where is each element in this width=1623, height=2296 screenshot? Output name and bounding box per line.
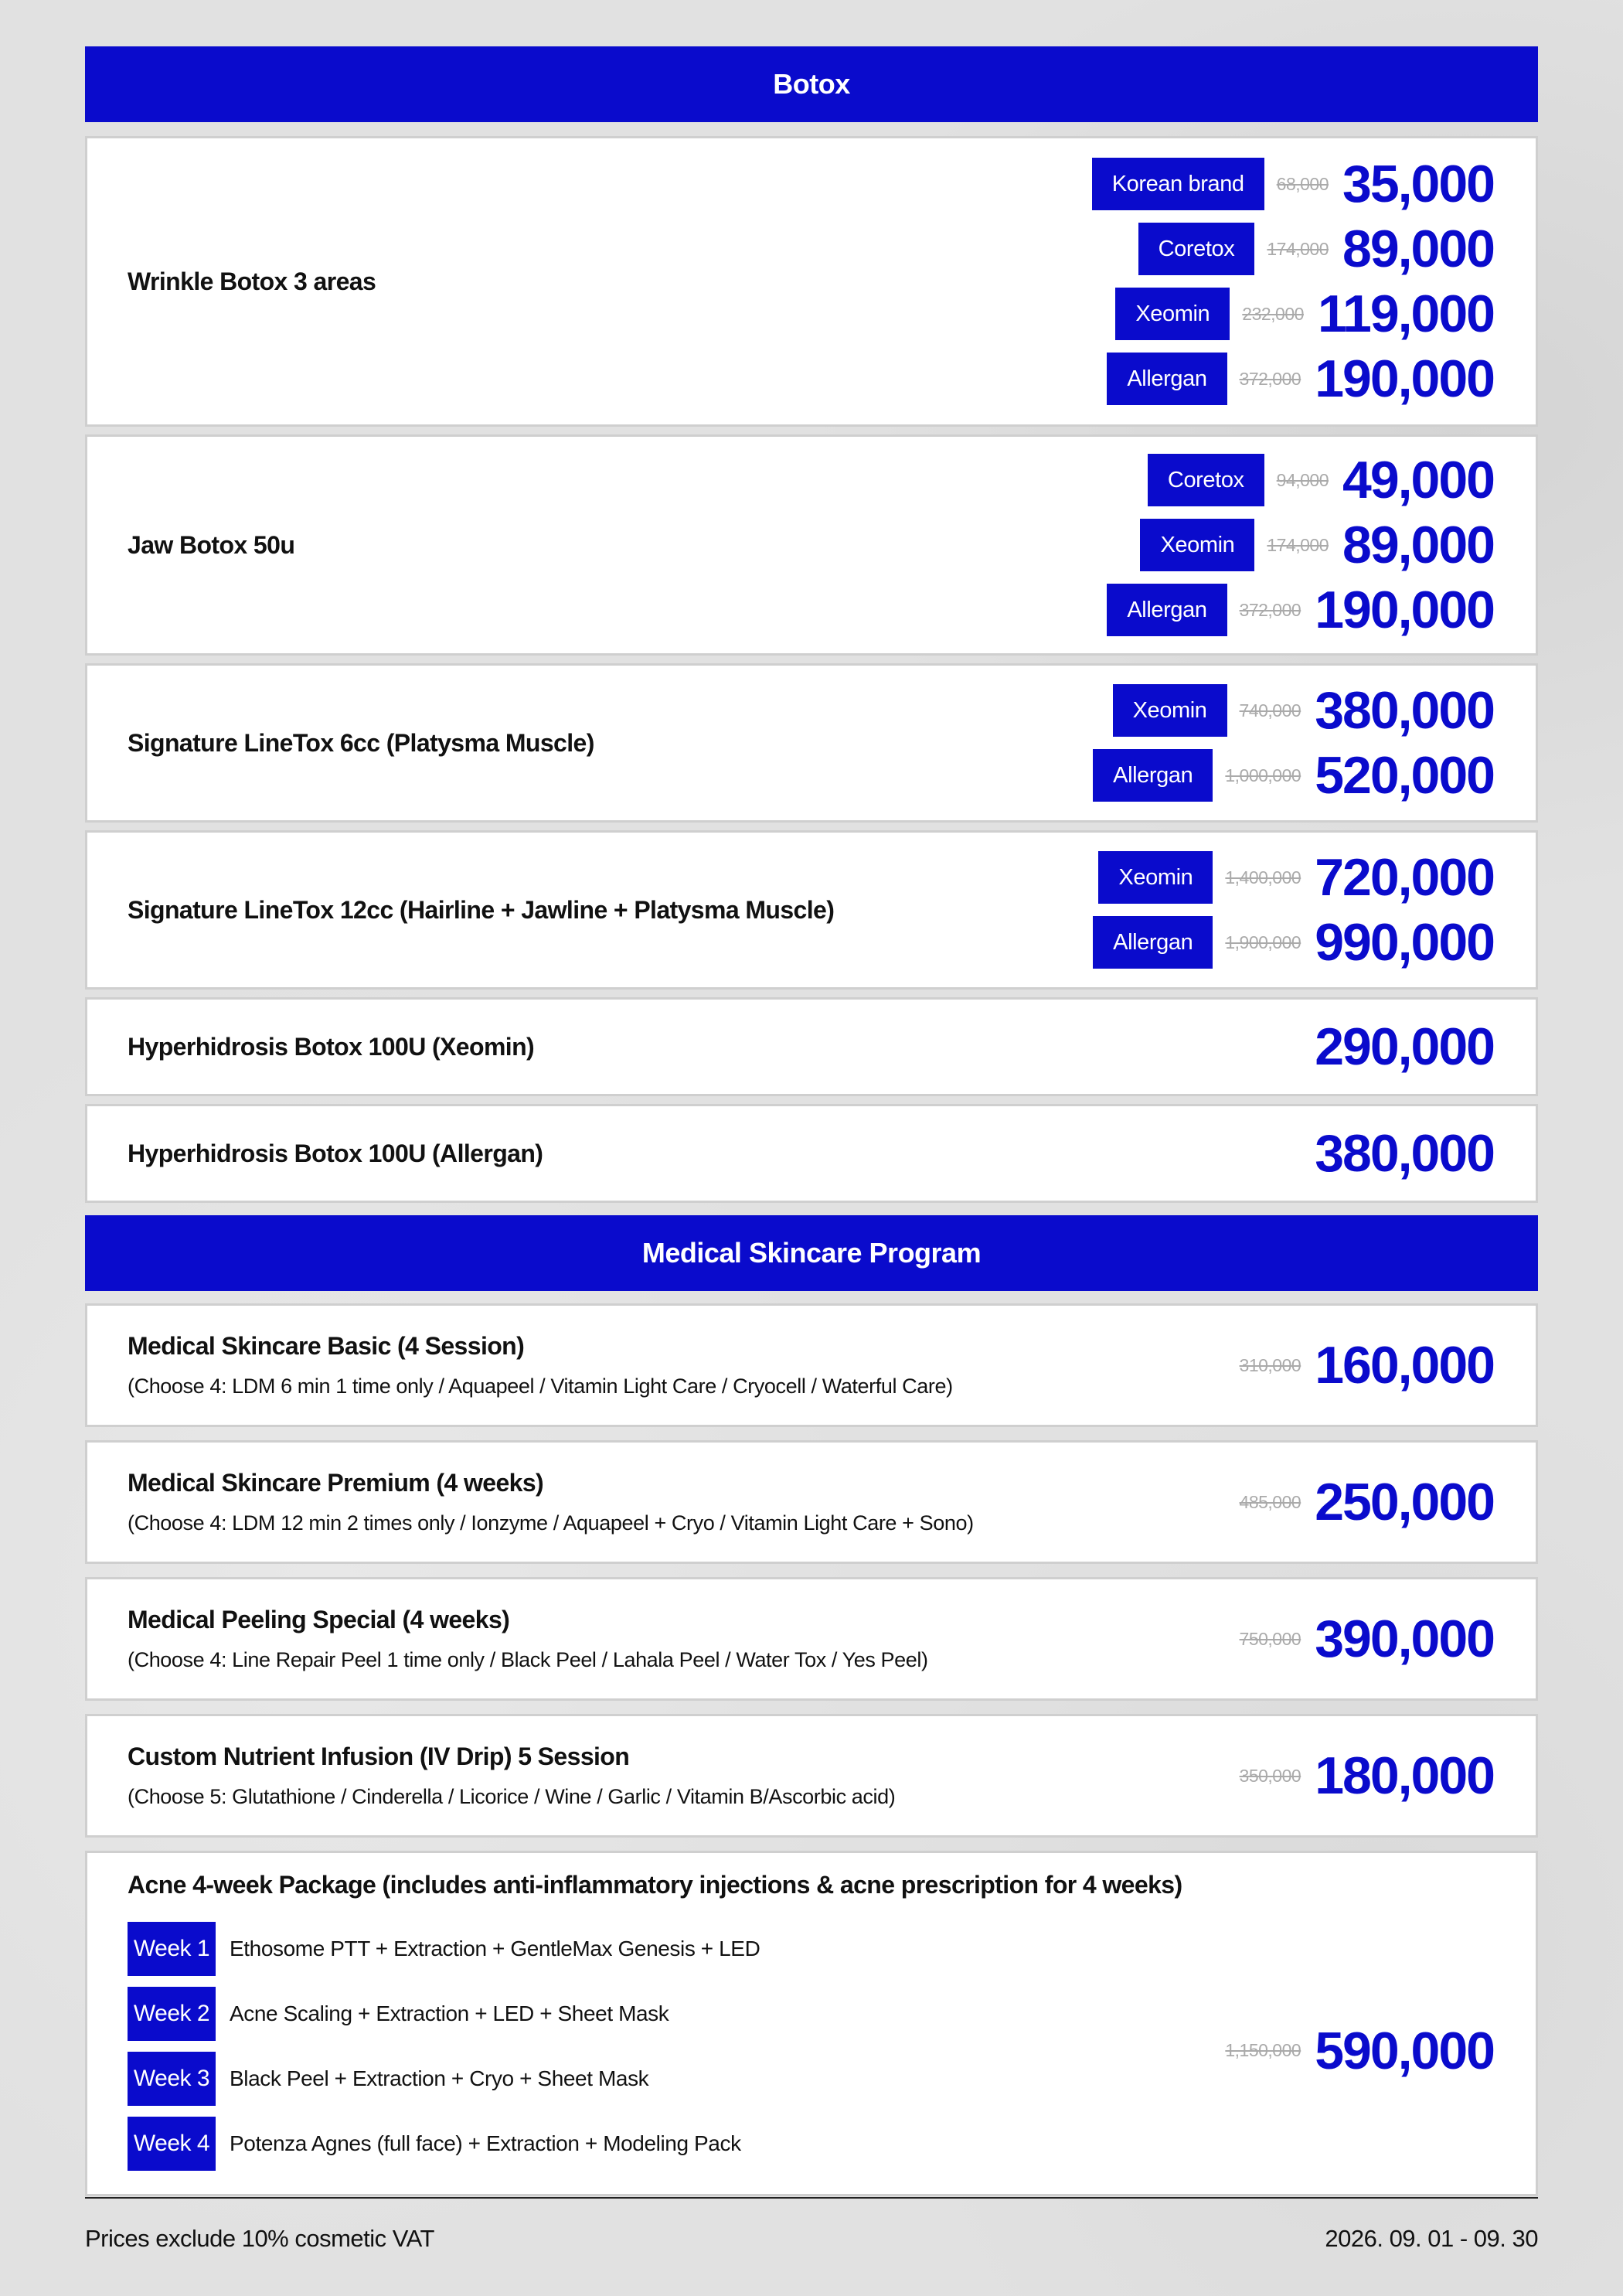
item-name: Medical Skincare Premium (4 weeks) [128,1469,544,1497]
original-price: 485,000 [1239,1491,1301,1512]
price-option [1240,1470,1494,1535]
sale-price: 990,000 [1315,913,1494,972]
price-option [1140,513,1494,577]
brand-badge: Xeomin [1140,519,1254,571]
original-price: 350,000 [1239,1765,1301,1786]
price-option [1240,1743,1494,1808]
item-acne-package [85,1851,1538,2196]
price-option [1138,216,1494,281]
item-description: (Choose 5: Glutathione / Cinderella / Licorice / Wine / Garlic / Vitamin B/Ascorbic acid) [128,1785,896,1808]
original-price: 232,000 [1242,303,1304,324]
item-description: (Choose 4: Line Repair Peel 1 time only / Black Peel / Lahala Peel / Water Tox / Yes Peel) [128,1648,928,1671]
item-name: Acne 4-week Package (includes anti-inflammatory injections & acne prescription for 4 weeks) [128,1871,1182,1899]
item-name: Signature LineTox 6cc (Platysma Muscle) [128,728,594,757]
price-option [1240,1333,1494,1398]
original-price: 750,000 [1239,1628,1301,1649]
week-badge: Week 4 [128,2117,216,2171]
item-peeling-special [85,1577,1538,1701]
brand-badge: Allergan [1107,584,1227,636]
price-options [1093,678,1494,808]
item-linetox-6cc [85,663,1538,823]
sale-price: 49,000 [1342,451,1494,509]
brand-badge: Allergan [1107,353,1227,405]
original-price: 740,000 [1239,700,1301,720]
item-info [128,1606,928,1672]
price-option [1092,152,1494,216]
price-option [1113,678,1494,743]
week-treatment: Black Peel + Extraction + Cryo + Sheet Mask [230,2066,649,2090]
item-name: Medical Skincare Basic (4 Session) [128,1332,525,1360]
item-hyperhidrosis-xeomin [85,997,1538,1096]
sale-price: 89,000 [1342,516,1494,574]
item-name: Jaw Botox 50u [128,530,295,559]
item-name: Custom Nutrient Infusion (IV Drip) 5 Session [128,1742,630,1770]
item-hyperhidrosis-allergan [85,1104,1538,1203]
item-name: Hyperhidrosis Botox 100U (Allergan) [128,1139,543,1167]
price-option [1093,743,1494,808]
sale-price: 380,000 [1315,681,1494,740]
brand-badge: Allergan [1093,749,1213,802]
item-info [128,1742,895,1809]
footer-divider [85,2197,1538,2199]
sale-price: 190,000 [1315,349,1494,408]
price-options [1092,152,1494,411]
sale-price: 89,000 [1342,220,1494,278]
item-info [128,1332,953,1398]
brand-badge: Korean brand [1092,158,1264,210]
price-list [85,46,1538,2196]
promotion-period: 2026. 09. 01 - 09. 30 [1325,2225,1538,2252]
original-price: 372,000 [1239,368,1301,389]
price-option [1093,910,1494,975]
item-skincare-basic [85,1303,1538,1427]
week-badge: Week 2 [128,1987,216,2041]
price-option [1225,2018,1494,2083]
sale-price: 380,000 [1315,1124,1494,1183]
skincare-header: Medical Skincare Program [85,1215,1538,1291]
week-treatment: Ethosome PTT + Extraction + GentleMax Genesis + LED [230,1937,760,1960]
sale-price: 119,000 [1317,284,1494,343]
original-price: 310,000 [1239,1354,1301,1375]
sale-price: 590,000 [1315,2021,1494,2080]
original-price: 1,000,000 [1225,765,1301,785]
brand-badge: Allergan [1093,916,1213,969]
price-options [1093,845,1494,975]
price-option [1240,1606,1494,1671]
botox-header: Botox [85,46,1538,122]
price-option [1115,281,1494,346]
item-linetox-12cc [85,830,1538,990]
original-price: 68,000 [1276,173,1329,194]
week-treatment: Potenza Agnes (full face) + Extraction + Modeling Pack [230,2131,741,2155]
price-options [1107,448,1494,642]
price-option [1098,845,1494,910]
sale-price: 520,000 [1315,746,1494,805]
item-jaw-botox [85,434,1538,656]
original-price: 1,150,000 [1225,2040,1301,2060]
week-row [128,1981,1182,2046]
item-info [128,1469,974,1535]
item-info [128,1871,1182,2176]
week-row [128,2111,1182,2176]
sale-price: 290,000 [1315,1017,1494,1076]
price-option [1107,577,1494,642]
original-price: 1,400,000 [1225,867,1301,887]
item-name: Signature LineTox 12cc (Hairline + Jawline + Platysma Muscle) [128,895,835,924]
week-treatment: Acne Scaling + Extraction + LED + Sheet Mask [230,2001,669,2025]
price-option [1107,346,1494,411]
sale-price: 160,000 [1315,1336,1494,1395]
week-badge: Week 3 [128,2052,216,2106]
item-description: (Choose 4: LDM 12 min 2 times only / Ionzyme / Aquapeel + Cryo / Vitamin Light Care + Sono) [128,1511,974,1535]
item-name: Hyperhidrosis Botox 100U (Xeomin) [128,1032,535,1061]
sale-price: 180,000 [1315,1746,1494,1805]
week-badge: Week 1 [128,1922,216,1976]
item-name: Medical Peeling Special (4 weeks) [128,1606,510,1633]
brand-badge: Xeomin [1113,684,1227,737]
brand-badge: Coretox [1138,223,1255,275]
item-wrinkle-botox [85,136,1538,427]
original-price: 174,000 [1267,238,1329,259]
week-row [128,1916,1182,1981]
sale-price: 720,000 [1315,848,1494,907]
week-row [128,2046,1182,2111]
original-price: 1,900,000 [1225,932,1301,952]
vat-note: Prices exclude 10% cosmetic VAT [85,2225,434,2252]
original-price: 372,000 [1239,599,1301,620]
sale-price: 35,000 [1342,155,1494,213]
item-skincare-premium [85,1440,1538,1564]
sale-price: 390,000 [1315,1610,1494,1668]
item-description: (Choose 4: LDM 6 min 1 time only / Aquapeel / Vitamin Light Care / Cryocell / Waterful Care) [128,1375,953,1398]
brand-badge: Xeomin [1098,851,1213,904]
original-price: 174,000 [1267,534,1329,555]
price-option [1148,448,1494,513]
week-schedule [128,1916,1182,2176]
item-name: Wrinkle Botox 3 areas [128,267,376,295]
item-nutrient-infusion [85,1714,1538,1838]
sale-price: 190,000 [1315,581,1494,639]
original-price: 94,000 [1276,469,1329,490]
brand-badge: Xeomin [1115,288,1230,340]
brand-badge: Coretox [1148,454,1264,506]
sale-price: 250,000 [1315,1473,1494,1531]
